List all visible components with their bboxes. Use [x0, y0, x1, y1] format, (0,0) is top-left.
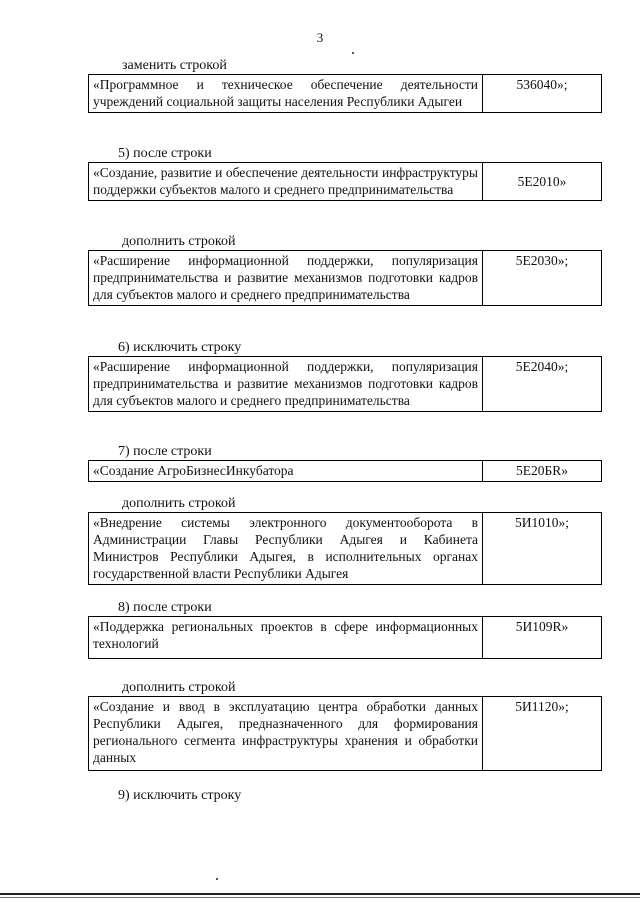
scan-speck	[352, 52, 354, 54]
scan-edge-line	[0, 897, 640, 898]
entry-code: 5Е2040»;	[483, 357, 602, 412]
table-row	[89, 617, 602, 659]
table-row	[89, 697, 602, 771]
amendment-section	[88, 58, 602, 113]
section-heading: дополнить строкой	[122, 680, 236, 695]
entry-code: 536040»;	[483, 75, 602, 113]
table-row	[89, 461, 602, 482]
section-heading: 7) после строки	[118, 444, 212, 459]
entry-table	[88, 616, 602, 659]
entry-table	[88, 696, 602, 771]
entry-table	[88, 162, 602, 201]
amendment-section	[88, 788, 602, 804]
amendment-section	[88, 444, 602, 482]
entry-code: 5Е2010»	[483, 163, 602, 201]
table-row	[89, 513, 602, 585]
section-heading: 8) после строки	[118, 600, 212, 615]
scan-speck	[216, 878, 218, 880]
entry-table	[88, 460, 602, 482]
entry-code: 5И1120»;	[483, 697, 602, 771]
entry-code: 5Е2030»;	[483, 251, 602, 306]
entry-text: «Создание, развитие и обеспечение деятельности инфраструктуры поддержки субъектов малого и среднего предпринимательства	[89, 163, 483, 201]
table-row	[89, 163, 602, 201]
entry-text: «Программное и техническое обеспечение деятельности учреждений социальной защиты населения Республики Адыгеи	[89, 75, 483, 113]
entry-table	[88, 356, 602, 412]
section-heading: дополнить строкой	[122, 496, 236, 511]
entry-text: «Создание АгроБизнесИнкубатора	[89, 461, 483, 482]
entry-text: «Расширение информационной поддержки, популяризация предпринимательства и развитие механизмов подготовки кадров для субъектов малого и среднего предпринимательства	[89, 251, 483, 306]
scan-edge-line	[0, 893, 640, 895]
page-number: 3	[316, 30, 324, 45]
amendment-section	[88, 340, 602, 412]
amendment-section	[88, 600, 602, 659]
amendment-section	[88, 234, 602, 306]
entry-code: 5И109R»	[483, 617, 602, 659]
entry-table	[88, 250, 602, 306]
table-row	[89, 75, 602, 113]
amendment-section	[88, 496, 602, 585]
section-heading: дополнить строкой	[122, 234, 236, 249]
section-heading: заменить строкой	[122, 58, 227, 73]
section-heading: 5) после строки	[118, 146, 212, 161]
section-heading: 6) исключить строку	[118, 340, 242, 355]
amendment-section	[88, 146, 602, 201]
section-heading: 9) исключить строку	[118, 788, 242, 803]
entry-table	[88, 512, 602, 585]
entry-text: «Внедрение системы электронного документооборота в Администрации Главы Республики Адыгея и Кабинета Министров Республики Адыгея, в исполнительных органах государственной власти Республики Адыгея	[89, 513, 483, 585]
entry-text: «Поддержка региональных проектов в сфере информационных технологий	[89, 617, 483, 659]
entry-text: «Расширение информационной поддержки, популяризация предпринимательства и развитие механизмов подготовки кадров для субъектов малого и среднего предпринимательства	[89, 357, 483, 412]
table-row	[89, 357, 602, 412]
table-row	[89, 251, 602, 306]
entry-text: «Создание и ввод в эксплуатацию центра обработки данных Республики Адыгея, предназначенного для формирования регионального сегмента инфраструктуры хранения и обработки данных	[89, 697, 483, 771]
entry-code: 5И1010»;	[483, 513, 602, 585]
entry-code: 5Е20БR»	[483, 461, 602, 482]
entry-table	[88, 74, 602, 113]
amendment-section	[88, 680, 602, 771]
